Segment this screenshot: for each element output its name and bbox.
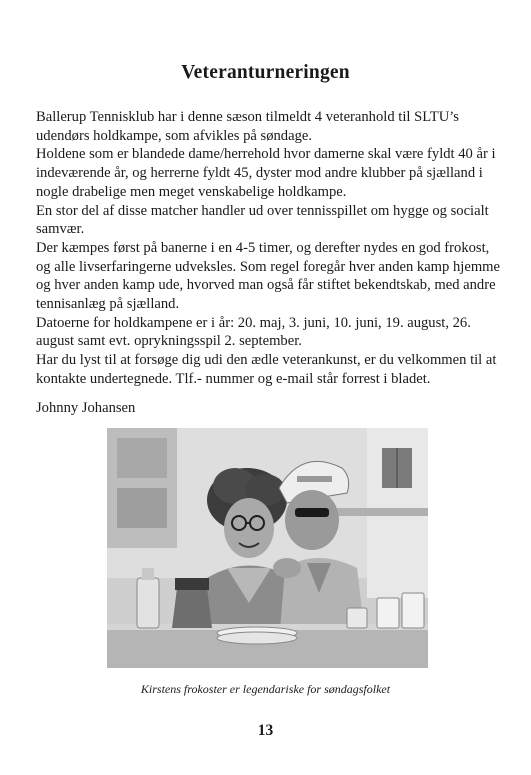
paragraph-6: Har du lyst til at forsøge dig udi den ædle veterankunst, er du velkommen til at kontakte undertegnede. Tlf.- nummer og e-mail står forrest i bladet. bbox=[36, 352, 497, 387]
author-signature: Johnny Johansen bbox=[36, 400, 136, 416]
paragraph-2: Holdene som er blandede dame/herrehold hvor damerne skal være fyldt 40 år i indeværende år, og herrerne fyldt 45, dyster mod andre klubber på sjælland i nogle drabelige men meget venskabelige holdkampe. bbox=[36, 146, 496, 200]
article-body bbox=[36, 108, 506, 389]
article-photo bbox=[107, 428, 428, 668]
photo-caption: Kirstens frokoster er legendariske for søndagsfolket bbox=[140, 682, 391, 696]
paragraph-1: Ballerup Tennisklub har i denne sæson tilmeldt 4 veteranhold til SLTU’s udendørs holdkampe, som afvikles på søndage. bbox=[36, 109, 459, 144]
page-number: 13 bbox=[257, 722, 274, 739]
paragraph-3: En stor del af disse matcher handler ud over tennisspillet om hygge og socialt samvær. bbox=[36, 202, 489, 238]
paragraph-4: Der kæmpes først på banerne i en 4-5 timer, og derefter nydes en god frokost, og alle livserfaringerne udveksles. Som regel foregår hver anden kamp hjemme og hver anden kamp ude, hvorved man også får stiftet bekendtskab, med andre tennisanlæg på sjælland. bbox=[36, 239, 500, 313]
article-title: Veteranturneringen bbox=[181, 62, 350, 83]
paragraph-5: Datoerne for holdkampene er i år: 20. maj, 3. juni, 10. juni, 19. august, 26. august samt evt. oprykningsspil 2. september. bbox=[36, 314, 471, 350]
